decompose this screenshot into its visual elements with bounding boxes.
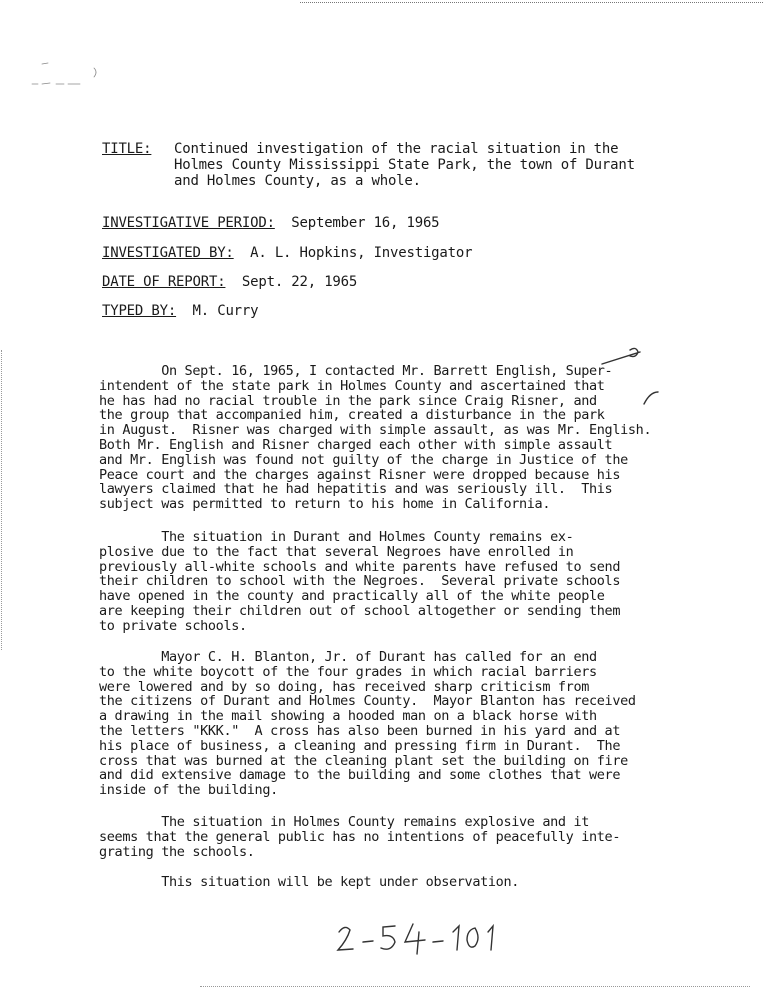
text-line: to the white boycott of the four grades in which racial barriers xyxy=(99,663,597,680)
text-line: The situation in Durant and Holmes County remains ex- xyxy=(99,529,574,545)
text-line: his place of business, a cleaning and pressing firm in Durant. The xyxy=(99,737,621,754)
text-line: plosive due to the fact that several Negroes have enrolled in xyxy=(99,543,574,560)
paragraph-observation xyxy=(99,875,749,890)
paragraph-explosive xyxy=(99,815,749,859)
text-line: their children to school with the Negroes. Several private schools xyxy=(99,573,621,590)
period-label: INVESTIGATIVE PERIOD: xyxy=(102,215,275,231)
text-line: Peace court and the charges against Risner were dropped because his xyxy=(99,466,621,483)
text-line: and Mr. English was found not guilty of the charge in Justice of the xyxy=(99,451,628,468)
text-line: Both Mr. English and Risner charged each other with simple assault xyxy=(99,436,613,453)
report-title xyxy=(102,141,635,189)
text-line: the citizens of Durant and Holmes County. Mayor Blanton has received xyxy=(99,693,636,710)
text-line: This situation will be kept under observation. xyxy=(99,874,519,890)
title-label: TITLE: xyxy=(102,141,152,157)
top-border-rule xyxy=(300,2,763,3)
text-line: lawyers claimed that he had hepatitis and was seriously ill. This xyxy=(99,481,613,498)
period-value: September 16, 1965 xyxy=(291,215,440,231)
left-margin-rule xyxy=(1,350,2,650)
text-line: previously all-white schools and white parents have refused to send xyxy=(99,558,621,575)
investigated-by xyxy=(102,245,472,261)
typed-by-label: TYPED BY: xyxy=(102,303,177,319)
text-line: grating the schools. xyxy=(99,843,255,860)
text-line: On Sept. 16, 1965, I contacted Mr. Barrett English, Super- xyxy=(99,363,613,379)
typed-by xyxy=(102,303,258,319)
text-line: seems that the general public has no intentions of peacefully inte- xyxy=(99,828,621,845)
text-line: intendent of the state park in Holmes County and ascertained that xyxy=(99,377,605,394)
text-line: he has had no racial trouble in the park since Craig Risner, and xyxy=(99,392,597,409)
paragraph-schools xyxy=(99,530,749,634)
typed-by-value: M. Curry xyxy=(192,303,259,319)
stray-pen-marks xyxy=(30,60,110,100)
text-line: were lowered and by so doing, has received sharp criticism from xyxy=(99,678,589,695)
title-text xyxy=(174,141,635,189)
investigative-period xyxy=(102,215,439,231)
title-line: Holmes County Mississippi State Park, the town of Durant xyxy=(174,157,635,173)
title-line: and Holmes County, as a whole. xyxy=(174,173,421,189)
paragraph-mayor xyxy=(99,650,749,798)
handwritten-file-number xyxy=(333,918,503,958)
text-line: the group that accompanied him, created a disturbance in the park xyxy=(99,407,605,424)
text-line: inside of the building. xyxy=(99,782,278,799)
text-line: have opened in the county and practically all of the white people xyxy=(99,588,605,605)
text-line: subject was permitted to return to his home in California. xyxy=(99,496,551,513)
date-label: DATE OF REPORT: xyxy=(102,274,226,290)
investigated-by-value: A. L. Hopkins, Investigator xyxy=(250,245,473,261)
title-line: Continued investigation of the racial situation in the xyxy=(174,141,619,157)
text-line: are keeping their children out of school altogether or sending them xyxy=(99,602,621,619)
text-line: Mayor C. H. Blanton, Jr. of Durant has called for an end xyxy=(99,649,597,665)
text-line: and did extensive damage to the building and some clothes that were xyxy=(99,767,621,784)
paragraph-park xyxy=(99,364,749,512)
text-line: cross that was burned at the cleaning plant set the building on fire xyxy=(99,752,628,769)
text-line: the letters "KKK." A cross has also been burned in his yard and at xyxy=(99,722,621,739)
date-of-report xyxy=(102,274,357,290)
date-value: Sept. 22, 1965 xyxy=(241,274,358,290)
text-line: in August. Risner was charged with simple assault, as was Mr. English. xyxy=(99,422,652,439)
bottom-border-rule xyxy=(200,986,750,987)
text-line: to private schools. xyxy=(99,617,247,634)
investigated-by-label: INVESTIGATED BY: xyxy=(102,245,234,261)
text-line: a drawing in the mail showing a hooded man on a black horse with xyxy=(99,708,597,725)
text-line: The situation in Holmes County remains explosive and it xyxy=(99,814,589,830)
